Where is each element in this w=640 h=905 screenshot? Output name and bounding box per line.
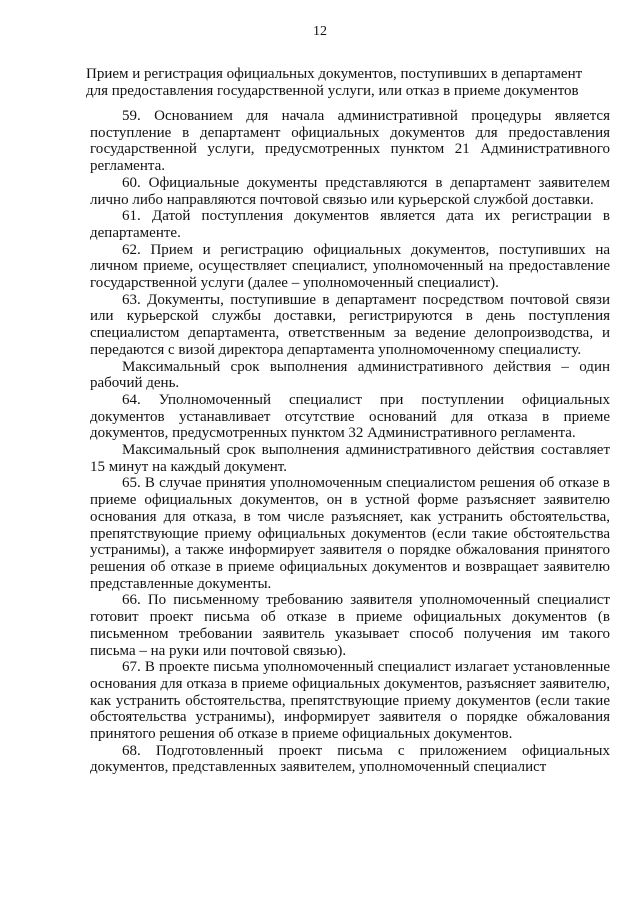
section-title — [86, 66, 583, 100]
page-number: 12 — [313, 24, 327, 39]
paragraph-61: 61. Датой поступления документов является дата их регистрации в департаменте. — [90, 208, 610, 241]
paragraph-62: 62. Прием и регистрацию официальных документов, поступивших на личном приеме, осуществляет специалист, уполномоченный на предоставление государственной услуги (далее – уполномоченный специалист). — [90, 241, 610, 292]
paragraph-59: 59. Основанием для начала административной процедуры является поступление в департамент официальных документов для предоставления государственной услуги, предусмотренных пунктом 21 Административного регламента. — [90, 108, 610, 175]
paragraph-68: 68. Подготовленный проект письма с приложением официальных документов, представленных заявителем, уполномоченный специалист — [90, 742, 610, 776]
section-title-line-1: Прием и регистрация официальных документов, поступивших в департамент — [86, 66, 583, 82]
paragraph-60: 60. Официальные документы представляются в департамент заявителем лично либо направляются почтовой связью или курьерской службой доставки. — [90, 174, 610, 208]
paragraph-67: 67. В проекте письма уполномоченный специалист излагает установленные основания для отказа в приеме официальных документов, разъясняет заявителю, как устранить обстоятельства, препятствующие приему документов (если такие обстоятельства устранимы), информирует заявителя о порядке обжалования принятого решения об отказе в приеме официальных документов. — [90, 659, 610, 743]
paragraph-65: 65. В случае принятия уполномоченным специалистом решения об отказе в приеме официальных документов, он в устной форме разъясняет заявителю основания для отказа, в том числе разъясняет, как устранить обстоятельства, препятствующие приему официальных документов (если такие обстоятельства устранимы), а также информирует заявителя о порядке обжалования принятого решения об отказе в приеме официальных документов и возвращает заявителю представленные документы. — [90, 475, 610, 592]
paragraph-63-deadline: Максимальный срок выполнения административного действия – один рабочий день. — [90, 358, 610, 392]
section-title-line-2: для предоставления государственной услуги, или отказ в приеме документов — [86, 83, 579, 99]
paragraph-63: 63. Документы, поступившие в департамент посредством почтовой связи или курьерской службы доставки, регистрируются в день поступления специалистом департамента, ответственным за ведение делопроизводства, и передаются с визой директора департамента уполномоченному специалисту. — [90, 291, 610, 358]
document-body — [90, 108, 610, 776]
paragraph-64-deadline: Максимальный срок выполнения административного действия составляет 15 минут на каждый документ. — [90, 442, 610, 475]
paragraph-66: 66. По письменному требованию заявителя уполномоченный специалист готовит проект письма об отказе в приеме официальных документов (в письменном требовании заявитель указывает способ получения им такого письма – на руки или почтовой связью). — [90, 592, 610, 659]
paragraph-64: 64. Уполномоченный специалист при поступлении официальных документов устанавливает отсутствие оснований для отказа в приеме документов, предусмотренных пунктом 32 Административного регламента. — [90, 391, 610, 442]
